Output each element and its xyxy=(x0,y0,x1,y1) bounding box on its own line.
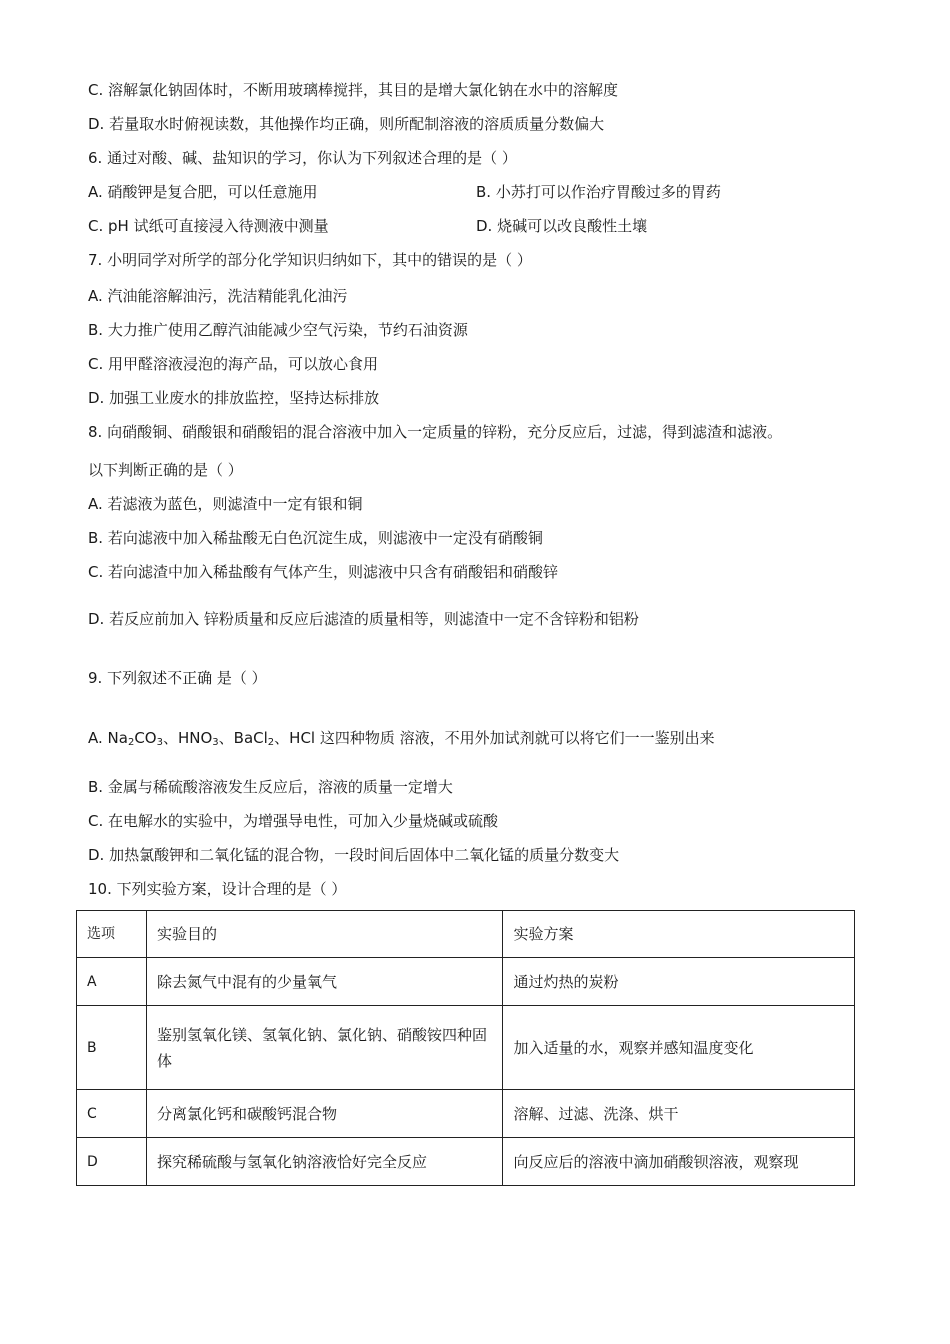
q9-option-d: D. 加热氯酸钾和二氧化锰的混合物，一段时间后固体中二氧化锰的质量分数变大 xyxy=(88,846,620,864)
row-plan: 向反应后的溶液中滴加硝酸钡溶液，观察现 xyxy=(503,1138,855,1186)
q8-option-c: C. 若向滤渣中加入稀盐酸有气体产生，则滤液中只含有硝酸铝和硝酸锌 xyxy=(88,563,559,581)
q9-option-a: A. $Na_2CO_3$、$HNO_3$、BaCl$_2$、HCl 这四种物质 溶液，不用外加试剂就可以将它们一一鉴别出来 xyxy=(88,729,715,748)
table-row xyxy=(77,1006,855,1090)
q7-option-c: C. 用甲醛溶液浸泡的海产品，可以放心食用 xyxy=(88,355,379,373)
q6-option-d: D. 烧碱可以改良酸性土壤 xyxy=(476,217,648,235)
row-option: B xyxy=(77,1006,147,1090)
q6-option-b: B. 小苏打可以作治疗胃酸过多的胃药 xyxy=(476,183,721,201)
q5-option-c: C. 溶解氯化钠固体时，不断用玻璃棒搅拌，其目的是增大氯化钠在水中的溶解度 xyxy=(88,81,619,99)
q6-stem: 6. 通过对酸、碱、盐知识的学习，你认为下列叙述合理的是（ ） xyxy=(88,149,517,167)
q8-stem-line2: 以下判断正确的是（ ） xyxy=(88,461,243,479)
q5-option-d: D. 若量取水时俯视读数，其他操作均正确，则所配制溶液的溶质质量分数偏大 xyxy=(88,115,605,133)
q8-option-a: A. 若滤液为蓝色，则滤渣中一定有银和铜 xyxy=(88,495,363,513)
q9-option-c: C. 在电解水的实验中，为增强导电性，可加入少量烧碱或硫酸 xyxy=(88,812,499,830)
row-plan: 加入适量的水，观察并感知温度变化 xyxy=(503,1006,855,1090)
q10-stem: 10. 下列实验方案，设计合理的是（ ） xyxy=(88,880,347,898)
q7-option-b: B. 大力推广使用乙醇汽油能减少空气污染，节约石油资源 xyxy=(88,321,468,339)
q8-stem-line1: 8. 向硝酸铜、硝酸银和硝酸铝的混合溶液中加入一定质量的锌粉，充分反应后，过滤，得到滤渣和滤液。 xyxy=(88,423,783,441)
q6-option-c: C. pH 试纸可直接浸入待测液中测量 xyxy=(88,217,329,235)
table-row xyxy=(77,1090,855,1138)
row-purpose: 除去氮气中混有的少量氧气 xyxy=(146,958,503,1006)
q9-option-b: B. 金属与稀硫酸溶液发生反应后，溶液的质量一定增大 xyxy=(88,778,453,796)
q7-option-d: D. 加强工业废水的排放监控，坚持达标排放 xyxy=(88,389,380,407)
row-purpose: 分离氯化钙和碳酸钙混合物 xyxy=(146,1090,503,1138)
q6-option-a: A. 硝酸钾是复合肥，可以任意施用 xyxy=(88,183,318,201)
row-plan: 通过灼热的炭粉 xyxy=(503,958,855,1006)
q7-stem: 7. 小明同学对所学的部分化学知识归纳如下，其中的错误的是（ ） xyxy=(88,251,532,269)
header-option: 选项 xyxy=(77,911,147,958)
row-option: D xyxy=(77,1138,147,1186)
row-plan: 溶解、过滤、洗涤、烘干 xyxy=(503,1090,855,1138)
row-purpose: 探究稀硫酸与氢氧化钠溶液恰好完全反应 xyxy=(146,1138,503,1186)
table-row xyxy=(77,958,855,1006)
q8-option-b: B. 若向滤液中加入稀盐酸无白色沉淀生成，则滤液中一定没有硝酸铜 xyxy=(88,529,543,547)
row-purpose: 鉴别氢氧化镁、氢氧化钠、氯化钠、硝酸铵四种固体 xyxy=(146,1006,503,1090)
table-header-row xyxy=(77,911,855,958)
header-plan: 实验方案 xyxy=(503,911,855,958)
table-row xyxy=(77,1138,855,1186)
experiment-table xyxy=(76,910,855,1186)
q9-stem: 9. 下列叙述不正确 是（ ） xyxy=(88,669,267,687)
header-purpose: 实验目的 xyxy=(146,911,503,958)
q8-option-d: D. 若反应前加入 锌粉质量和反应后滤渣的质量相等，则滤渣中一定不含锌粉和铝粉 xyxy=(88,610,639,628)
q7-option-a: A. 汽油能溶解油污，洗洁精能乳化油污 xyxy=(88,287,348,305)
row-option: A xyxy=(77,958,147,1006)
row-option: C xyxy=(77,1090,147,1138)
